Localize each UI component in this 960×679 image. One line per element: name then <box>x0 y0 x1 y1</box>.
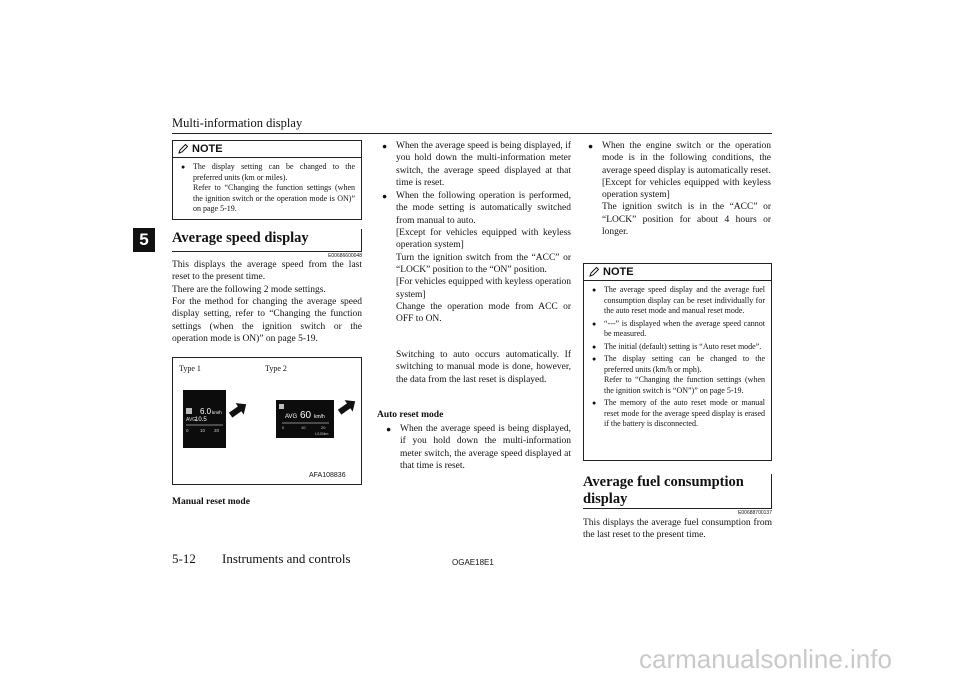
footer-section: Instruments and controls <box>222 551 351 566</box>
note-label: NOTE <box>603 266 634 278</box>
list-item: ● When the engine switch or the operation mode is in the following conditions, the average speed display is automatically reset. [Except for vehicles equipped with keyless operation system] The ignition switch is in the “ACC” or “LOCK” position for about 4 hours or longer. <box>587 140 771 238</box>
note-header <box>173 141 361 158</box>
subhead-auto-reset: Auto reset mode <box>377 410 444 420</box>
bullet-list-auto-reset <box>587 140 771 239</box>
note-box-average-speed <box>583 263 772 461</box>
footer-code: OGAE18E1 <box>452 558 494 567</box>
section-title-average-fuel: Average fuel consumption display <box>583 474 744 507</box>
note-item: ● The initial (default) setting is “Auto reset mode”. <box>590 342 765 353</box>
display1-tick: 10 <box>200 428 206 433</box>
note-list <box>179 162 355 215</box>
pointer-arrow-icon <box>336 396 359 418</box>
section-rule <box>583 508 772 509</box>
note-header <box>584 264 771 281</box>
pointer-arrow-icon <box>227 399 251 421</box>
pencil-icon <box>177 143 189 155</box>
header-rule <box>172 133 772 134</box>
display1-small-value: 10.5 <box>195 417 207 423</box>
section-rule-vertical <box>361 229 362 251</box>
figure-display-types <box>172 357 362 485</box>
figure-label-type1: Type 1 <box>179 364 201 373</box>
display2-footer: L/100km <box>315 432 329 436</box>
display1-avg-label: AVG <box>186 417 197 423</box>
section-title-average-speed: Average speed display <box>172 230 309 246</box>
display2-tick: 20 <box>321 425 326 430</box>
list-item: ● When the average speed is being displayed, if you hold down the multi-information meter switch, the average speed displayed at that time is reset. <box>381 140 571 189</box>
note-item: ● The average speed display and the average fuel consumption display can be reset individually for the auto reset mode and manual reset mode. <box>590 285 765 317</box>
chapter-tab: 5 <box>133 228 155 252</box>
watermark: carmanualsonline.info <box>639 644 892 674</box>
section-rule <box>172 251 362 252</box>
subhead-manual-reset: Manual reset mode <box>172 497 250 507</box>
display-type2-illustration <box>273 396 359 442</box>
note-item: ● The display setting can be changed to the preferred units (km or miles). Refer to “Changing the function settings (when the ignition switch or the operation mode is ON)” on page 5-19. <box>179 162 355 215</box>
display2-avg-label: AVG <box>285 414 298 420</box>
figure-label-type2: Type 2 <box>265 364 287 373</box>
display1-speed-value: 6.0 <box>200 407 212 416</box>
display2-tick: 0 <box>282 425 285 430</box>
list-item: ● When the average speed is being displayed, if you hold down the multi-information meter switch, the average speed displayed at that time is reset. <box>385 423 571 472</box>
paragraph: Switching to auto occurs automatically. If switching to manual mode is done, however, the data from the last reset is displayed. <box>396 350 571 385</box>
note-list <box>590 285 765 430</box>
display1-tick: 20 <box>214 428 220 433</box>
page-number: 5-12 <box>172 551 196 566</box>
section-code: E00686600048 <box>328 253 362 259</box>
paragraph: This displays the average speed from the last reset to the present time. <box>172 260 362 283</box>
display2-speed-unit: km/h <box>314 414 325 420</box>
figure-code: AFA108836 <box>309 472 346 479</box>
paragraph: There are the following 2 mode settings. <box>172 285 326 295</box>
bullet-list-manual <box>381 140 571 326</box>
paragraph: This displays the average fuel consumption from the last reset to the present time. <box>583 518 772 541</box>
display1-tick: 0 <box>186 428 189 433</box>
display2-speed-value: 60 <box>300 410 312 421</box>
note-item: ● The display setting can be changed to the preferred units (km/h or mph). Refer to “Changing the function settings (when the ignition switch is “ON”)” on page 5-19. <box>590 354 765 396</box>
paragraph: For the method for changing the average speed display setting, refer to “Changing the function settings (when the ignition switch or the operation mode is ON)” on page 5-19. <box>172 297 362 344</box>
bullet-list-auto <box>385 423 571 473</box>
display1-speed-unit: km/h <box>212 410 222 415</box>
pencil-icon <box>588 266 600 278</box>
note-label: NOTE <box>192 143 223 155</box>
running-header: Multi-information display <box>172 116 303 130</box>
display-type1-illustration <box>183 390 255 450</box>
note-item: ● The memory of the auto reset mode or manual reset mode for the average speed display is erased if the battery is disconnected. <box>590 398 765 430</box>
list-item: ● When the following operation is performed, the mode setting is automatically switched from manual to auto. [Except for vehicles equipped with keyless operation system] Turn the ignition switch from the “ACC” or “LOCK” position to the “ON” position. [For vehicles equipped with keyless operation system] Change the operation mode from ACC or OFF to ON. <box>381 190 571 325</box>
note-item: ● “---” is displayed when the average speed cannot be measured. <box>590 319 765 340</box>
display2-tick: 10 <box>301 425 306 430</box>
section-rule-vertical <box>771 474 772 508</box>
section-code: E00688700137 <box>738 510 772 516</box>
note-box-speed-units <box>172 140 362 220</box>
